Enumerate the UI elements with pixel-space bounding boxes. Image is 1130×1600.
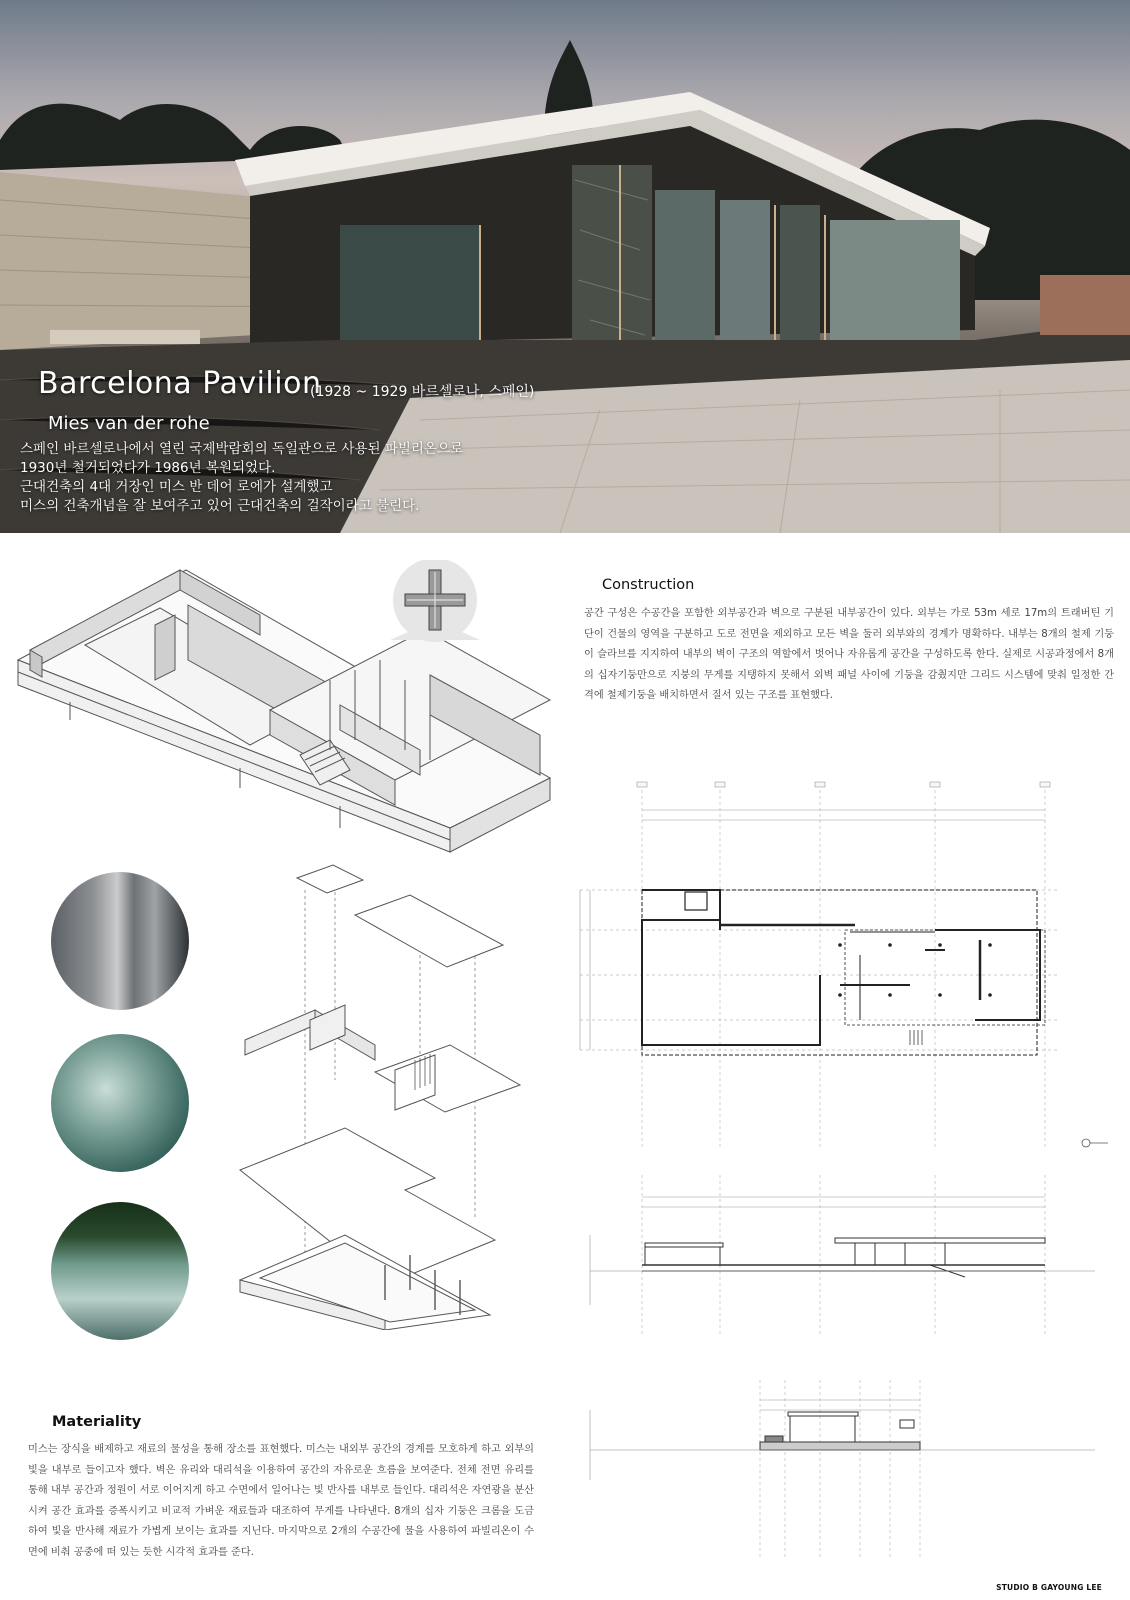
credit-label: STUDIO B GAYOUNG LEE [996, 1583, 1102, 1592]
marble-texture-photo [51, 1034, 189, 1172]
hero-description-line: 근대건축의 4대 거장인 미스 반 데어 로에가 설계했고 [20, 479, 333, 495]
hero-description-line: 스페인 바르셀로나에서 열린 국제박람회의 독일관으로 사용된 파빌리온으로 [20, 441, 464, 457]
hero-description-line: 미스의 건축개념을 잘 보여주고 있어 근대건축의 걸작이라고 불린다. [20, 498, 420, 514]
axonometric-drawing [10, 560, 570, 860]
column-detail-photo [51, 872, 189, 1010]
section-drawing [570, 1370, 1110, 1570]
hero-architect: Mies van der rohe [48, 413, 210, 434]
materiality-title: Materiality [52, 1414, 142, 1430]
construction-text: 공간 구성은 수공간을 포함한 외부공간과 벽으로 구분된 내부공간이 있다. 외부는 가로 53m 세로 17m의 트래버틴 기단이 건물의 영역을 구분하고 도로 전면을 제외하고 모든 벽을 둘러 외부와의 경계가 명확하다. 내부는 8개의 철제 기둥이 슬라브를 지지하여 내부의 벽이 구조의 역할에서 벗어나 자유롭게 공간을 구성하도록 한다. 실제로 시공과정에서 8개의 십자기둥만으로 지붕의 무게를 지탱하지 못해서 외벽 패널 사이에 기둥을 감췄지만 그리드 시스템에 맞춰 일정한 간격에 철제기둥을 배치하면서 질서 있는 구조를 표현했다. [584, 608, 1114, 701]
construction-title: Construction [602, 577, 695, 593]
hero-photo [0, 0, 1130, 533]
hero-description [20, 440, 463, 516]
floor-plan-drawing [570, 780, 1110, 1160]
materiality-text: 미스는 장식을 배제하고 재료의 물성을 통해 장소를 표현했다. 미스는 내외부 공간의 경계를 모호하게 하고 외부의 빛을 내부로 들이고자 했다. 벽은 유리와 대리석을 이용하여 공간의 자유로운 흐름을 보여준다. 전체 전면 유리를 통해 내부 공간과 정원이 서로 이어지게 하고 수면에서 일어나는 빛 반사를 내부로 들인다. 대리석은 자연광을 분산 시켜 공간 효과를 증폭시키고 비교적 가벼운 재료들과 대조하여 무게를 나타낸다. 8개의 십자 기둥은 크롬을 도금하여 빛을 반사해 재료가 가볍게 보이는 효과를 지닌다. 마지막으로 2개의 수공간에 물을 사용하여 파빌리온이 수면에 비춰 공중에 떠 있는 듯한 시각적 효과를 준다. [28, 1444, 534, 1558]
exploded-axonometric-drawing [235, 860, 545, 1330]
hero-description-line: 1930년 철거되었다가 1986년 복원되었다. [20, 460, 276, 476]
hero-title: Barcelona Pavilion [38, 366, 322, 401]
hero-subtitle: (1928 ~ 1929 바르셀로나, 스페인) [310, 384, 535, 400]
glass-wall-photo [51, 1202, 189, 1340]
elevation-drawing [570, 1165, 1110, 1345]
